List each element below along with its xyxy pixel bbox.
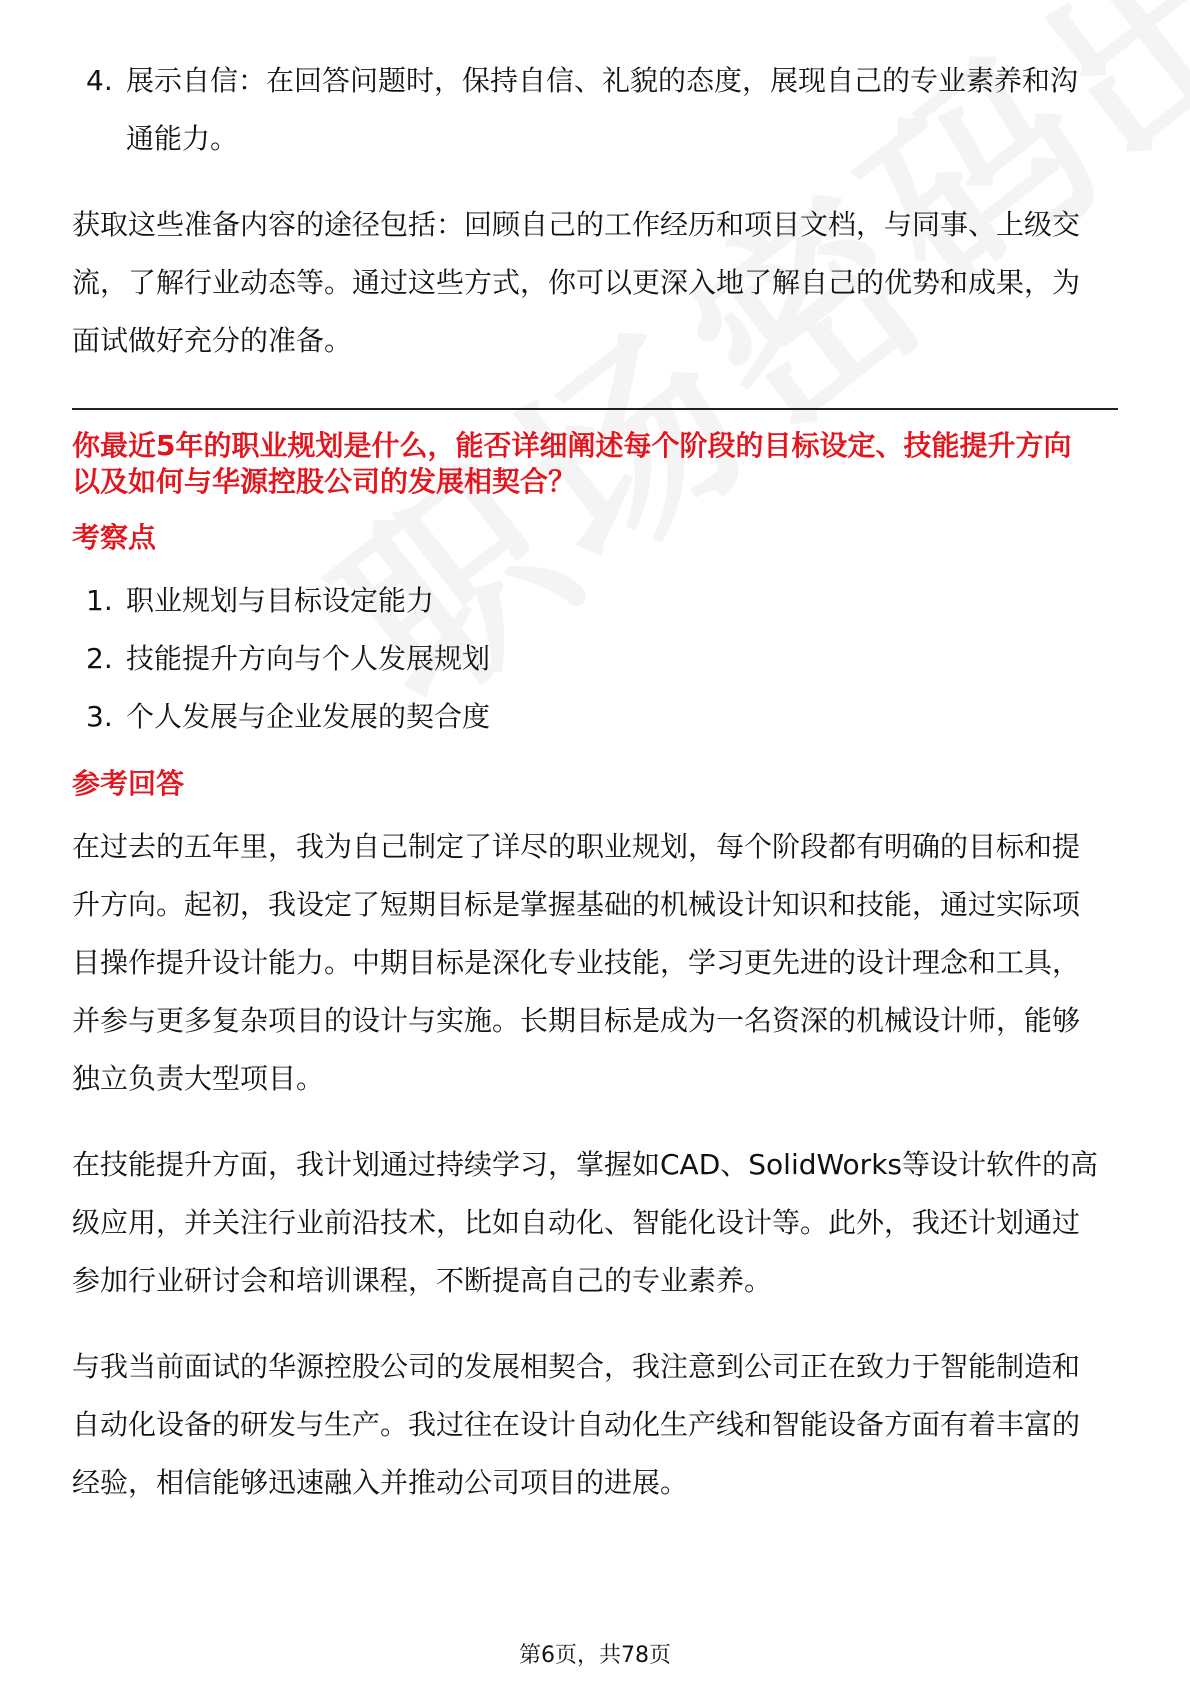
exam-points-list: [72, 572, 1118, 746]
paragraph-line: 独立负责大型项目。: [72, 1062, 325, 1095]
section-divider: [72, 408, 1118, 410]
paragraph-line: 自动化设备的研发与生产。我过往在设计自动化生产线和智能设备方面有着丰富的: [72, 1408, 1081, 1441]
list-text-line: 展示自信：在回答问题时，保持自信、礼貌的态度，展现自己的专业素养和沟: [126, 64, 1079, 97]
list-text-line: 通能力。: [126, 122, 239, 155]
list-text: 个人发展与企业发展的契合度: [126, 700, 491, 733]
paragraph-line: 参加行业研讨会和培训课程，不断提高自己的专业素养。: [72, 1264, 773, 1297]
question-line: 以及如何与华源控股公司的发展相契合？: [72, 465, 577, 498]
list-number: 4.: [86, 64, 113, 97]
paragraph-line: 并参与更多复杂项目的设计与实施。长期目标是成为一名资深的机械设计师，能够: [72, 1004, 1081, 1037]
answer-paragraph: [72, 1136, 1118, 1310]
paragraph-line: 经验，相信能够迅速融入并推动公司项目的进展。: [72, 1466, 689, 1499]
list-item: [72, 688, 1118, 746]
page-footer: 第6页，共78页: [519, 1643, 671, 1668]
question-line: 你最近5年的职业规划是什么，能否详细阐述每个阶段的目标设定、技能提升方向: [72, 429, 1072, 462]
paragraph-line: 级应用，并关注行业前沿技术，比如自动化、智能化设计等。此外，我还计划通过: [72, 1206, 1081, 1239]
list-text: [126, 52, 1118, 168]
paragraph-line: 升方向。起初，我设定了短期目标是掌握基础的机械设计知识和技能，通过实际项: [72, 888, 1081, 921]
paragraph-line: 获取这些准备内容的途径包括：回顾自己的工作经历和项目文档，与同事、上级交: [72, 208, 1081, 241]
paragraph-line: 面试做好充分的准备。: [72, 324, 353, 357]
answer-title: 参考回答: [72, 767, 185, 800]
list-text: 技能提升方向与个人发展规划: [126, 642, 491, 675]
answer-paragraph: [72, 818, 1118, 1108]
page-content: [72, 52, 1118, 1512]
answer-paragraph: [72, 1338, 1118, 1512]
intro-paragraph: [72, 196, 1118, 370]
paragraph-line: 目操作提升设计能力。中期目标是深化专业技能，学习更先进的设计理念和工具，: [72, 946, 1081, 979]
list-number: 2.: [86, 642, 113, 675]
paragraph-line: 在技能提升方面，我计划通过持续学习，掌握如CAD、SolidWorks等设计软件的高: [72, 1148, 1098, 1181]
exam-points-title: 考察点: [72, 521, 157, 554]
list-item: [72, 630, 1118, 688]
list-number: 3.: [86, 700, 113, 733]
paragraph-line: 与我当前面试的华源控股公司的发展相契合，我注意到公司正在致力于智能制造和: [72, 1350, 1081, 1383]
paragraph-line: 在过去的五年里，我为自己制定了详尽的职业规划，每个阶段都有明确的目标和提: [72, 830, 1081, 863]
list-text: 职业规划与目标设定能力: [126, 584, 435, 617]
list-item: [72, 52, 1118, 168]
list-item: [72, 572, 1118, 630]
paragraph-line: 流，了解行业动态等。通过这些方式，你可以更深入地了解自己的优势和成果，为: [72, 266, 1081, 299]
list-number: 1.: [86, 584, 113, 617]
question-heading: [72, 428, 1118, 500]
